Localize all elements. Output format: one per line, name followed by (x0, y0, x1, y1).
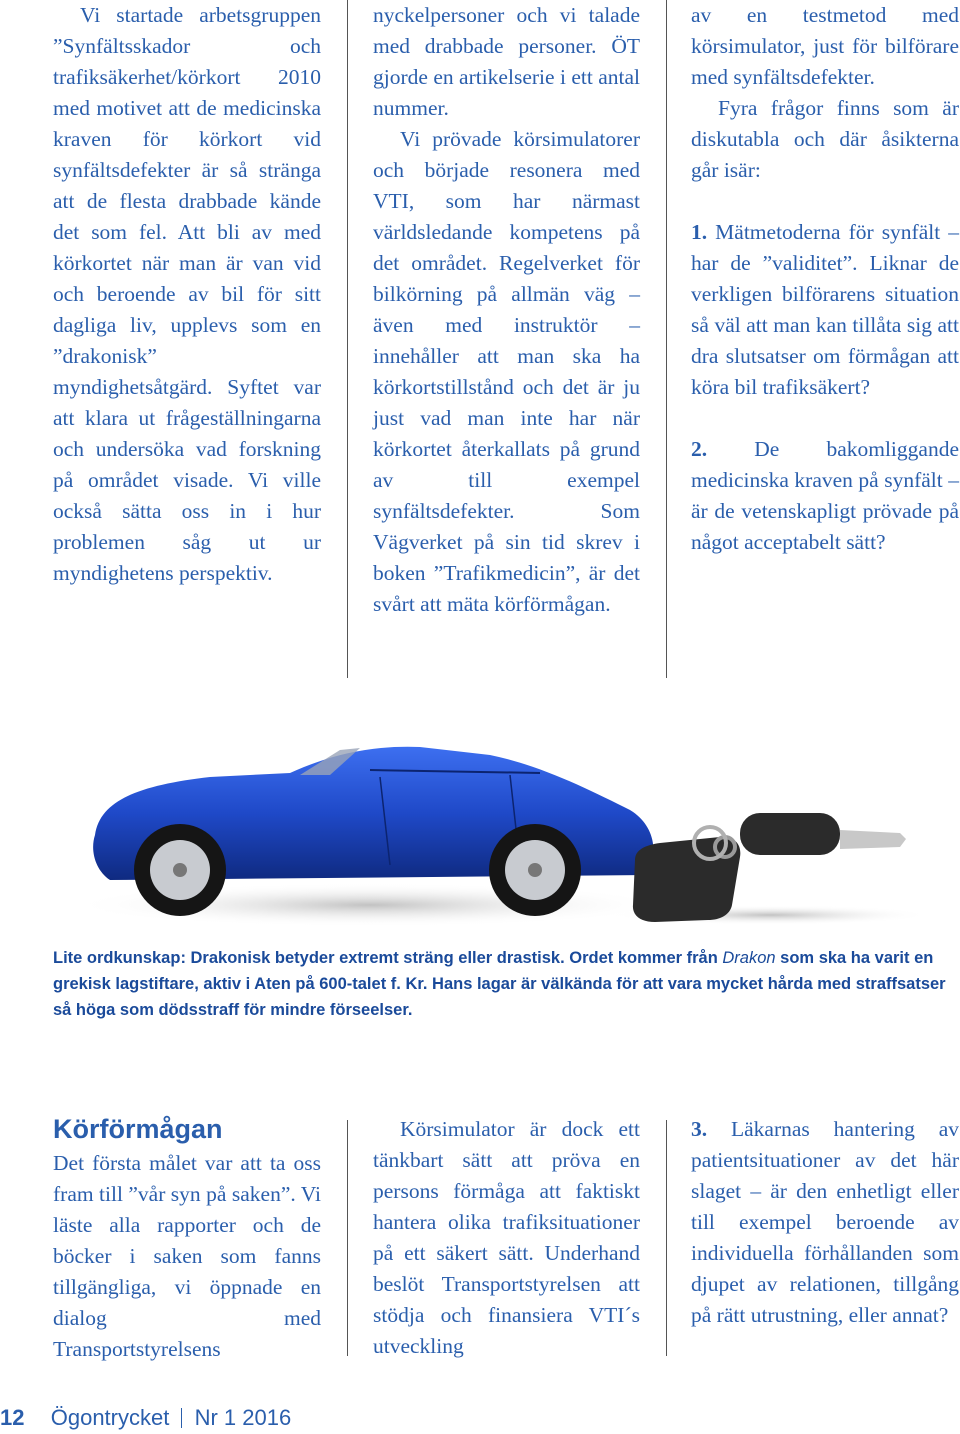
magazine-name: Ögontrycket (50, 1405, 170, 1430)
paragraph: Vi startade arbetsgruppen ”Synfältsskador och trafiksäkerhet/körkort 2010 med motivet att de medicinska kraven för körkort vid synfältsdefekter är så stränga att de flesta drabbade kände det som fel. Att bli av med körkortet när man är van vid och beroende av bil för sitt dagliga liv, upplevs som en ”drakonisk” myndighetsåtgärd. Syftet var att klara ut frågeställningarna och undersöka vad forskning på området visade. Vi ville också sätta oss in i hur problemen såg ut ur myndighetens perspektiv. (53, 3, 321, 585)
wheel (134, 824, 226, 916)
column-rule (666, 1120, 667, 1356)
article-column-6 (691, 1114, 959, 1331)
paragraph: Körsimulator är dock ett tänkbart sätt att pröva en persons förmåga att faktiskt hantera olika trafiksituationer på ett säkert sätt. Underhand beslöt Transportstyrelsen att stödja och finansiera VTI´s utveckling (373, 1117, 640, 1358)
wheel (489, 824, 581, 916)
question-2 (691, 434, 959, 558)
paragraph: nyckelpersoner och vi talade med drabbade personer. ÖT gjorde en artikelserie i ett antal nummer. (373, 3, 640, 120)
column-rule (347, 0, 348, 678)
section-heading: Körförmågan (53, 1114, 223, 1144)
article-column-5 (373, 1114, 640, 1362)
column-rule (666, 0, 667, 678)
question-3 (691, 1114, 959, 1331)
question-text: De bakomliggande medicinska kraven på synfält – är de vetenskapligt prövade på något acceptabelt sätt? (691, 437, 959, 554)
car-keys-icon (610, 813, 930, 925)
issue-label: Nr 1 2016 (194, 1405, 292, 1430)
question-text: Läkarnas hantering av patientsituationer av det här slaget – är den enhetligt eller till exempel beroende av individuella förhållanden som djupet av relationen, tillgång på rätt utrustning, eller annat? (691, 1117, 960, 1327)
question-number: 1. (691, 220, 708, 244)
paragraph: Fyra frågor finns som är diskutabla och där åsikterna går isär: (691, 96, 959, 182)
article-column-4 (53, 1114, 321, 1365)
caption-rest: som ska ha varit en grekisk lagstiftare, aktiv i Aten på 600-talet f. Kr. Hans lagar är välkända för att vara mycket hårda med straffsatser så höga som dödsstraff för mindre förseelser. (53, 949, 946, 1019)
footer-divider (181, 1408, 182, 1428)
question-number: 3. (691, 1117, 708, 1141)
article-column-3 (691, 0, 959, 558)
question-number: 2. (691, 437, 708, 461)
question-text: Mätmetoderna för synfält – har de ”validitet”. Liknar de verkligen bilförarens situation så väl att man kan tillåta sig att dra slutsatser om förmågan att köra bil trafiksäkert? (691, 220, 960, 399)
paragraph: av en testmetod med körsimulator, just för bilförare med synfältsdefekter. (691, 3, 959, 89)
image-caption (53, 945, 953, 1023)
article-column-2 (373, 0, 640, 620)
caption-italic: Drakon (722, 949, 776, 967)
car-and-keys-illustration (70, 715, 950, 945)
page-number: 12 (0, 1405, 25, 1430)
article-column-1 (53, 0, 321, 589)
column-rule (347, 1120, 348, 1356)
page-footer (0, 1402, 400, 1434)
car-icon (70, 747, 670, 927)
caption-lead: Lite ordkunskap: Drakonisk betyder extremt sträng eller drastisk. Ordet kommer från (53, 949, 723, 967)
paragraph: Vi prövade körsimulatorer och började resonera med VTI, som har närmast världsledande kompetens på det området. Regelverket för bilkörning på allmän väg – även med instruktör – innehåller att man ska ha körkortstillstånd och det är ju just vad man inte har när körkortet återkallats på grund av till exempel synfältsdefekter. Som Vägverket på sin tid skrev i boken ”Trafikmedicin”, är det svårt att mäta körförmågan. (373, 127, 640, 616)
question-1 (691, 217, 959, 403)
paragraph: Det första målet var att ta oss fram till ”vår syn på saken”. Vi läste alla rapporter och de böcker i saken som fanns tillgängliga, vi öppnade en dialog med Transportstyrelsens (53, 1151, 321, 1361)
